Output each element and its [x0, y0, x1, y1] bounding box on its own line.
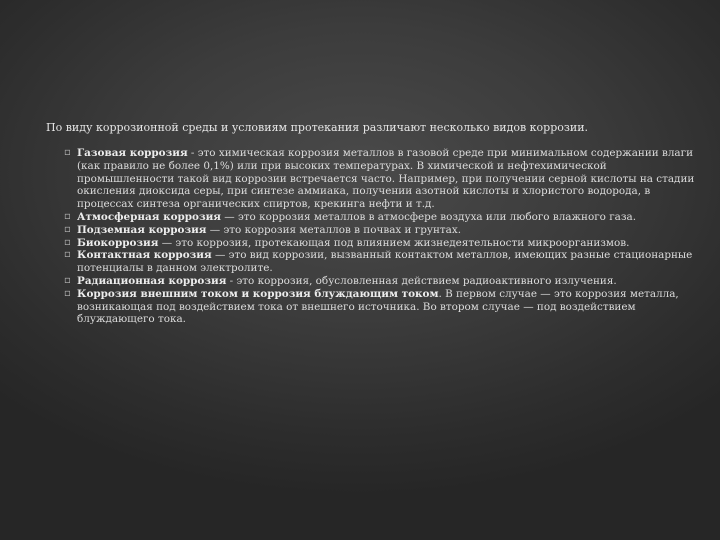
list-item-term: Радиационная коррозия: [77, 274, 227, 287]
intro-text: По виду коррозионной среды и условиям протекания различают несколько видов коррозии.: [46, 121, 589, 134]
list-item-text: - это химическая коррозия металлов в газовой среде при минимальном содержании влаги (как правило не более 0,1%) или при высоких температурах. В химической и нефтехимической промышленности такой вид коррозии встречается часто. Например, при получении серной кислоты на стадии окисления диоксида серы, при синтезе аммиака, получении азотной кислоты и хлористого водорода, в процессах синтеза органических спиртов, крекинга нефти и т.д.: [77, 147, 695, 211]
square-bullet-icon: ▫: [64, 210, 71, 222]
list-item-underground-corrosion: [64, 224, 696, 237]
square-bullet-icon: ▫: [64, 287, 71, 299]
list-item-text: - это коррозия, обусловленная действием радиоактивного излучения.: [226, 274, 617, 287]
list-item-text: — это коррозия металлов в почвах и грунтах.: [206, 223, 462, 236]
list-item-term: Атмосферная коррозия: [77, 210, 221, 223]
list-item-contact-corrosion: [64, 249, 696, 275]
square-bullet-icon: ▫: [64, 274, 71, 286]
list-item-gas-corrosion: [64, 147, 696, 211]
list-item-text: — это коррозия, протекающая под влиянием жизнедеятельности микроорганизмов.: [158, 236, 630, 249]
list-item-text: — это вид коррозии, вызванный контактом металлов, имеющих разные стационарные потенциалы в данном электролите.: [77, 249, 693, 275]
square-bullet-icon: ▫: [64, 147, 71, 158]
square-bullet-icon: ▫: [64, 223, 71, 235]
list-item-biocorrosion: [64, 237, 696, 250]
list-item-term: Коррозия внешним током и коррозия блуждающим током: [77, 287, 439, 300]
list-item-term: Подземная коррозия: [77, 223, 207, 236]
list-item-term: Контактная коррозия: [77, 249, 212, 262]
list-item-atmospheric-corrosion: [64, 211, 696, 224]
corrosion-types-list: [64, 147, 696, 326]
list-item-text: — это коррозия металлов в атмосфере воздуха или любого влажного газа.: [220, 210, 637, 223]
list-item-current-corrosion: [64, 288, 696, 326]
square-bullet-icon: ▫: [64, 236, 71, 248]
list-item-text: . В первом случае — это коррозия металла, возникающая под воздействием тока от внешнего источника. Во втором случае — под воздействием блуждающего тока.: [77, 287, 679, 326]
square-bullet-icon: ▫: [64, 249, 71, 261]
list-item-term: Биокоррозия: [77, 236, 159, 249]
list-item-radiation-corrosion: [64, 275, 696, 288]
list-item-term: Газовая коррозия: [77, 147, 188, 159]
